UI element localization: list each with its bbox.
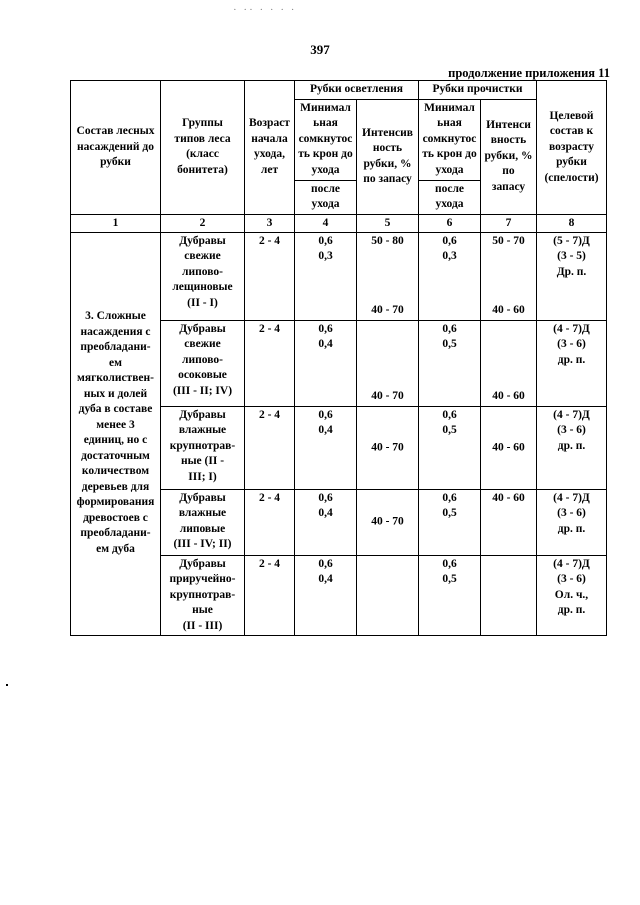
forest-type-line: ные (II - <box>180 455 225 467</box>
forest-type-line: липово- <box>182 353 223 366</box>
header-text-line: Группы <box>182 117 223 130</box>
forest-type-line: Дубравы <box>179 322 226 335</box>
header-text-line: (класс <box>186 148 219 161</box>
header-text-line: Минимал <box>300 101 351 114</box>
header-text-line: после <box>310 182 341 195</box>
density-value: 0,6 <box>318 491 333 504</box>
forest-type-line: крупнотрав- <box>169 588 236 601</box>
forest-type-cell <box>161 232 245 320</box>
forest-type-line: (II - III) <box>182 619 223 632</box>
forest-type-line: липовые <box>179 522 226 535</box>
forest-care-table <box>70 80 607 636</box>
forest-type-cell <box>161 320 245 406</box>
scan-dot <box>6 684 8 686</box>
target-composition-cell <box>537 406 607 489</box>
target-composition-cell <box>537 232 607 320</box>
continuation-note: продолжение приложения 11 <box>448 66 610 80</box>
header-text-line: ухода, <box>254 148 285 161</box>
density-value: 0,3 <box>318 250 333 262</box>
forest-type-line: свежие <box>184 338 221 350</box>
target-composition-cell <box>537 320 607 406</box>
group-label-line: преобладани- <box>80 527 151 540</box>
table-row <box>71 232 607 320</box>
start-age-cell: 2 - 4 <box>245 406 295 489</box>
density-value: 0,6 <box>442 557 457 570</box>
start-age-cell: 2 - 4 <box>245 320 295 406</box>
header-text-line: рубки <box>556 156 587 168</box>
forest-type-line: (III - IV; II) <box>173 538 232 550</box>
forest-type-line: Дубравы <box>179 557 226 570</box>
header-text-line: ть крон до <box>422 148 477 161</box>
group-label-line: ных и долей <box>83 387 148 400</box>
header-light-after-care <box>295 180 357 214</box>
light-min-density-cell <box>295 489 357 555</box>
header-text-line: рубки, % <box>484 149 533 162</box>
density-value: 0,6 <box>318 408 333 421</box>
header-cleaning-cuttings: Рубки прочистки <box>419 81 537 100</box>
header-clean-intensity <box>481 99 537 214</box>
density-value: 0,4 <box>318 424 333 436</box>
header-text-line: лет <box>260 163 279 176</box>
intensity-value: 40 - 70 <box>371 515 404 528</box>
group-label-line: достаточным <box>81 449 150 462</box>
intensity-value: 40 - 70 <box>371 390 404 402</box>
light-intensity-cell <box>357 555 419 636</box>
column-number: 8 <box>537 214 607 232</box>
target-line: (4 - 7)Д <box>553 557 590 570</box>
target-line: др. п. <box>557 439 586 452</box>
clean-intensity-cell <box>481 555 537 636</box>
header-text-line: Целевой <box>549 109 594 122</box>
target-line: (3 - 6) <box>557 338 586 350</box>
header-text-line: вность <box>490 134 527 147</box>
intensity-value: 40 - 60 <box>492 491 525 504</box>
density-value: 0,5 <box>442 424 457 436</box>
header-text-line: рубки <box>100 156 131 168</box>
clean-intensity-cell <box>481 232 537 320</box>
forest-type-cell <box>161 489 245 555</box>
header-text-line: Возраст <box>249 117 290 130</box>
header-clean-after-care <box>419 180 481 214</box>
density-value: 0,6 <box>442 408 457 421</box>
intensity-value: 40 - 70 <box>371 304 404 316</box>
density-value: 0,6 <box>442 491 457 504</box>
header-text-line: Интенси <box>486 118 531 131</box>
header-text-line: насаждений до <box>77 140 154 153</box>
header-text-line: по <box>502 165 515 178</box>
forest-type-line: Дубравы <box>179 408 226 421</box>
light-min-density-cell <box>295 232 357 320</box>
intensity-value: 50 - 70 <box>492 234 525 247</box>
density-value: 0,4 <box>318 507 333 519</box>
intensity-value: 40 - 60 <box>492 390 525 402</box>
table-body <box>71 232 607 636</box>
forest-type-cell <box>161 555 245 636</box>
header-text-line: ность <box>372 142 403 154</box>
header-text-line: ухода <box>435 163 464 176</box>
target-line: (3 - 6) <box>557 573 586 585</box>
group-label-line: ем дуба <box>96 542 135 555</box>
forest-type-line: (II - I) <box>187 296 218 309</box>
clean-intensity-cell <box>481 489 537 555</box>
header-text-line: Минимал <box>424 101 475 114</box>
target-composition-cell <box>537 555 607 636</box>
density-value: 0,6 <box>442 322 457 335</box>
header-text-line: запасу <box>491 180 526 193</box>
column-number: 7 <box>481 214 537 232</box>
page-number: 397 <box>310 42 330 57</box>
clean-min-density-cell <box>419 320 481 406</box>
header-text-line: бонитета) <box>177 163 228 176</box>
density-value: 0,5 <box>442 573 457 585</box>
intensity-value: 40 - 70 <box>371 440 404 453</box>
header-start-age <box>245 81 295 215</box>
forest-type-line: осоковые <box>178 369 227 381</box>
group-label-line: единиц, но с <box>83 434 148 447</box>
header-text-line: ухода <box>435 198 464 210</box>
header-text-line: по запасу <box>363 173 412 185</box>
density-value: 0,6 <box>318 557 333 570</box>
density-value: 0,4 <box>318 573 333 585</box>
header-text-line: после <box>434 182 465 195</box>
target-line: др. п. <box>557 353 586 366</box>
density-value: 0,5 <box>442 507 457 519</box>
header-text-line: ухода <box>311 163 340 176</box>
forest-type-line: (III - II; IV) <box>172 384 233 397</box>
header-clean-min-density <box>419 99 481 180</box>
group-label-line: преобладани- <box>80 341 151 354</box>
target-line: др. п. <box>557 604 586 616</box>
header-target-composition <box>537 81 607 215</box>
header-text-line: ьная <box>437 117 462 130</box>
scan-artifact: · ·· · · · · <box>233 4 297 16</box>
density-value: 0,6 <box>318 322 333 335</box>
target-line: (3 - 6) <box>557 507 586 519</box>
clean-min-density-cell <box>419 406 481 489</box>
group-label-line: насаждения с <box>80 325 151 338</box>
header-light-cuttings: Рубки осветления <box>295 81 419 100</box>
group-label-line: ем <box>109 356 122 369</box>
group-label-line: 3. Сложные <box>85 310 146 323</box>
light-intensity-cell <box>357 320 419 406</box>
forest-type-line: крупнотрав- <box>169 439 236 452</box>
density-value: 0,4 <box>318 338 333 350</box>
group-label-line: количеством <box>81 465 150 478</box>
start-age-cell: 2 - 4 <box>245 232 295 320</box>
target-line: Ол. ч., <box>554 588 589 601</box>
start-age-cell: 2 - 4 <box>245 555 295 636</box>
group-label-line: древостоев с <box>83 511 148 524</box>
group-label-line: дуба в составе <box>78 403 153 416</box>
header-text-line: ухода <box>311 198 340 210</box>
forest-type-line: Дубравы <box>179 491 226 504</box>
column-numbers-row <box>71 214 607 232</box>
clean-intensity-cell <box>481 320 537 406</box>
forest-type-line: лещиновые <box>172 281 233 293</box>
column-number: 3 <box>245 214 295 232</box>
light-intensity-cell <box>357 406 419 489</box>
clean-min-density-cell <box>419 232 481 320</box>
header-text-line: сомкнутос <box>422 132 477 145</box>
intensity-value: 40 - 60 <box>492 440 525 453</box>
header-text-line: ть крон до <box>298 148 353 161</box>
target-line: (3 - 5) <box>557 250 586 262</box>
intensity-value: 50 - 80 <box>371 234 404 247</box>
header-text-line: рубки, % <box>363 157 412 170</box>
header-text-line: (спелости) <box>544 171 599 184</box>
density-value: 0,5 <box>442 338 457 350</box>
light-min-density-cell <box>295 406 357 489</box>
light-min-density-cell <box>295 320 357 406</box>
target-composition-cell <box>537 489 607 555</box>
column-number: 4 <box>295 214 357 232</box>
header-text-line: типов леса <box>174 132 231 145</box>
forest-type-line: свежие <box>184 250 221 262</box>
forest-type-cell <box>161 406 245 489</box>
header-light-intensity <box>357 99 419 214</box>
light-min-density-cell <box>295 555 357 636</box>
header-text-line: возрасту <box>548 140 594 153</box>
intensity-value: 40 - 60 <box>492 304 525 316</box>
group-label-line: формирования <box>76 496 155 509</box>
clean-min-density-cell <box>419 489 481 555</box>
forest-type-line: влажные <box>178 507 227 519</box>
row-group-label <box>71 232 161 636</box>
clean-intensity-cell <box>481 406 537 489</box>
header-text-line: начала <box>251 132 288 145</box>
column-number: 1 <box>71 214 161 232</box>
forest-type-line: липово- <box>182 265 223 278</box>
column-number: 2 <box>161 214 245 232</box>
header-text-line: Интенсив <box>362 126 413 139</box>
header-text-line: ьная <box>313 117 338 130</box>
header-text-line: сомкнутос <box>298 132 353 145</box>
density-value: 0,6 <box>318 234 333 247</box>
target-line: (3 - 6) <box>557 424 586 436</box>
density-value: 0,3 <box>442 250 457 262</box>
header-forest-types <box>161 81 245 215</box>
column-number: 6 <box>419 214 481 232</box>
light-intensity-cell <box>357 232 419 320</box>
header-light-min-density <box>295 99 357 180</box>
forest-type-line: приручейно- <box>169 573 236 585</box>
forest-type-line: ные <box>192 604 213 616</box>
density-value: 0,6 <box>442 234 457 247</box>
light-intensity-cell <box>357 489 419 555</box>
forest-type-line: III; I) <box>188 470 217 483</box>
target-line: Др. п. <box>556 265 587 278</box>
forest-type-line: влажные <box>178 424 227 436</box>
column-number: 5 <box>357 214 419 232</box>
header-composition <box>71 81 161 215</box>
target-line: др. п. <box>557 522 586 535</box>
target-line: (4 - 7)Д <box>553 408 590 421</box>
target-line: (4 - 7)Д <box>553 322 590 335</box>
header-text-line: Состав лесных <box>76 125 155 137</box>
group-label-line: деревьев для <box>81 480 150 493</box>
group-label-line: мягколиствен- <box>77 372 154 385</box>
group-label-line: менее 3 <box>96 418 135 431</box>
target-line: (4 - 7)Д <box>553 491 590 504</box>
start-age-cell: 2 - 4 <box>245 489 295 555</box>
header-text-line: состав к <box>549 125 594 137</box>
target-line: (5 - 7)Д <box>553 234 590 247</box>
clean-min-density-cell <box>419 555 481 636</box>
forest-type-line: Дубравы <box>179 234 226 247</box>
